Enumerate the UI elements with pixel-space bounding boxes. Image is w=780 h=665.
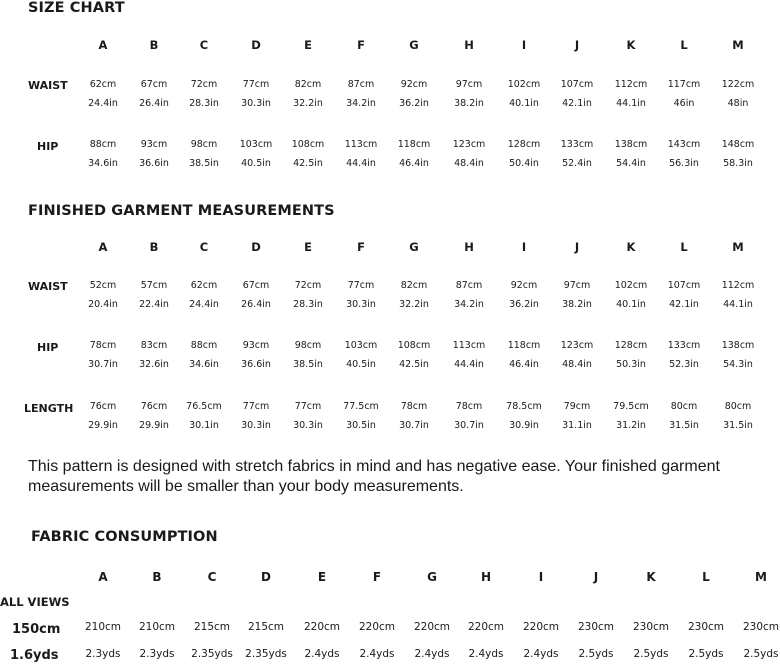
- size-header-cell: A: [98, 240, 108, 254]
- fabric-cell: 220cm: [303, 621, 341, 633]
- measurement-cell: 38.2in: [454, 98, 484, 109]
- measurement-cell: 77cm: [242, 79, 270, 90]
- measurement-cell: 79cm: [563, 401, 591, 412]
- size-header-cell: I: [521, 240, 527, 254]
- measurement-cell: 67cm: [140, 79, 168, 90]
- measurement-cell: 34.6in: [189, 359, 219, 370]
- measurement-cell: 87cm: [347, 79, 375, 90]
- finished-hip-label: HIP: [37, 341, 59, 354]
- fabric-cell: 210cm: [84, 621, 122, 633]
- fabric-cell: 2.4yds: [359, 648, 395, 660]
- measurement-cell: 22.4in: [139, 299, 169, 310]
- measurement-cell: 44.4in: [346, 158, 376, 169]
- size-header-cell: D: [251, 38, 261, 52]
- measurement-cell: 46.4in: [399, 158, 429, 169]
- size-header-cell: D: [261, 570, 271, 584]
- measurement-cell: 107cm: [667, 280, 701, 291]
- size-header-cell: I: [521, 38, 527, 52]
- finished-waist-cm-row: [0, 280, 780, 296]
- measurement-cell: 52.3in: [669, 359, 699, 370]
- size-header-cell: M: [732, 38, 744, 52]
- size-header-cell: K: [646, 570, 656, 584]
- finished-header-row: [0, 240, 780, 256]
- measurement-cell: 97cm: [563, 280, 591, 291]
- fabric-cell: 215cm: [193, 621, 231, 633]
- measurement-cell: 113cm: [344, 139, 378, 150]
- measurement-cell: 57cm: [140, 280, 168, 291]
- size-header-cell: M: [732, 240, 744, 254]
- measurement-cell: 50.4in: [509, 158, 539, 169]
- measurement-cell: 102cm: [614, 280, 648, 291]
- fabric-cell: 210cm: [138, 621, 176, 633]
- size-chart-waist-label: WAIST: [28, 79, 68, 92]
- measurement-cell: 38.2in: [562, 299, 592, 310]
- measurement-cell: 77cm: [294, 401, 322, 412]
- fabric-cell: 2.3yds: [139, 648, 175, 660]
- size-header-cell: J: [574, 240, 580, 254]
- fabric-cell: 220cm: [467, 621, 505, 633]
- measurement-cell: 102cm: [507, 79, 541, 90]
- measurement-cell: 36.2in: [399, 98, 429, 109]
- measurement-cell: 46in: [673, 98, 695, 109]
- measurement-cell: 83cm: [140, 340, 168, 351]
- size-header-cell: L: [680, 38, 688, 52]
- size-chart-waist-cm-row: [0, 79, 780, 95]
- measurement-cell: 31.2in: [616, 420, 646, 431]
- measurement-cell: 62cm: [89, 79, 117, 90]
- fabric-cell: 215cm: [247, 621, 285, 633]
- size-header-cell: H: [464, 240, 474, 254]
- size-header-cell: M: [755, 570, 767, 584]
- measurement-cell: 30.3in: [241, 420, 271, 431]
- measurement-cell: 103cm: [344, 340, 378, 351]
- measurement-cell: 44.1in: [723, 299, 753, 310]
- size-header-cell: G: [409, 240, 419, 254]
- measurement-cell: 93cm: [140, 139, 168, 150]
- size-header-cell: F: [357, 38, 365, 52]
- size-chart-hip-cm-row: [0, 139, 780, 155]
- measurement-cell: 30.5in: [346, 420, 376, 431]
- fabric-cell: 230cm: [577, 621, 615, 633]
- measurement-cell: 118cm: [397, 139, 431, 150]
- measurement-cell: 29.9in: [139, 420, 169, 431]
- fabric-cell: 2.5yds: [743, 648, 779, 660]
- fabric-yard-label: 1.6yds: [10, 648, 59, 663]
- size-header-cell: B: [149, 240, 159, 254]
- measurement-cell: 46.4in: [509, 359, 539, 370]
- measurement-cell: 20.4in: [88, 299, 118, 310]
- measurement-cell: 117cm: [667, 79, 701, 90]
- measurement-cell: 78cm: [400, 401, 428, 412]
- size-chart-header-row: [0, 38, 780, 54]
- measurement-cell: 54.3in: [723, 359, 753, 370]
- measurement-cell: 107cm: [560, 79, 594, 90]
- measurement-cell: 40.5in: [346, 359, 376, 370]
- measurement-cell: 32.2in: [293, 98, 323, 109]
- measurement-cell: 31.1in: [562, 420, 592, 431]
- measurement-cell: 48in: [727, 98, 749, 109]
- measurement-cell: 98cm: [294, 340, 322, 351]
- measurement-cell: 28.3in: [293, 299, 323, 310]
- measurement-cell: 38.5in: [293, 359, 323, 370]
- measurement-cell: 44.4in: [454, 359, 484, 370]
- fabric-cell: 2.4yds: [468, 648, 504, 660]
- size-header-cell: A: [98, 570, 108, 584]
- fabric-cm-row: [0, 621, 780, 637]
- measurement-cell: 123cm: [560, 340, 594, 351]
- size-header-cell: L: [680, 240, 688, 254]
- measurement-cell: 30.7in: [454, 420, 484, 431]
- size-header-cell: J: [574, 38, 580, 52]
- measurement-cell: 44.1in: [616, 98, 646, 109]
- measurement-cell: 112cm: [614, 79, 648, 90]
- finished-hip-cm-row: [0, 340, 780, 356]
- measurement-cell: 29.9in: [88, 420, 118, 431]
- finished-waist-in-row: [0, 299, 780, 315]
- measurement-cell: 32.2in: [399, 299, 429, 310]
- measurement-cell: 26.4in: [241, 299, 271, 310]
- fabric-header-row: [0, 570, 780, 586]
- size-header-cell: C: [199, 38, 209, 52]
- measurement-cell: 31.5in: [723, 420, 753, 431]
- measurement-cell: 30.7in: [88, 359, 118, 370]
- size-header-cell: C: [207, 570, 217, 584]
- size-header-cell: G: [427, 570, 437, 584]
- measurement-cell: 62cm: [190, 280, 218, 291]
- measurement-cell: 26.4in: [139, 98, 169, 109]
- measurement-cell: 128cm: [507, 139, 541, 150]
- measurement-cell: 24.4in: [88, 98, 118, 109]
- size-chart-hip-in-row: [0, 158, 780, 174]
- measurement-cell: 113cm: [452, 340, 486, 351]
- measurement-cell: 97cm: [455, 79, 483, 90]
- size-header-cell: H: [480, 570, 492, 584]
- size-chart-title: SIZE CHART: [28, 0, 125, 16]
- measurement-cell: 133cm: [560, 139, 594, 150]
- fabric-cell: 2.4yds: [414, 648, 450, 660]
- measurement-cell: 133cm: [667, 340, 701, 351]
- measurement-cell: 77cm: [347, 280, 375, 291]
- measurement-cell: 50.3in: [616, 359, 646, 370]
- measurement-cell: 93cm: [242, 340, 270, 351]
- measurement-cell: 77.5cm: [343, 401, 379, 412]
- measurement-cell: 108cm: [397, 340, 431, 351]
- measurement-cell: 103cm: [239, 139, 273, 150]
- size-header-cell: B: [149, 38, 159, 52]
- fabric-cell: 2.3yds: [85, 648, 121, 660]
- measurement-cell: 30.3in: [346, 299, 376, 310]
- measurement-cell: 30.1in: [189, 420, 219, 431]
- measurement-cell: 148cm: [721, 139, 755, 150]
- measurement-cell: 32.6in: [139, 359, 169, 370]
- measurement-cell: 30.3in: [241, 98, 271, 109]
- measurement-cell: 36.6in: [139, 158, 169, 169]
- size-header-cell: L: [702, 570, 710, 584]
- fabric-cell: 220cm: [358, 621, 396, 633]
- finished-hip-in-row: [0, 359, 780, 375]
- measurement-cell: 42.1in: [562, 98, 592, 109]
- size-header-cell: K: [626, 240, 636, 254]
- fabric-cell: 2.35yds: [245, 648, 287, 660]
- size-header-cell: F: [372, 570, 382, 584]
- measurement-cell: 34.6in: [88, 158, 118, 169]
- size-header-cell: B: [152, 570, 162, 584]
- measurement-cell: 54.4in: [616, 158, 646, 169]
- size-header-cell: E: [304, 38, 312, 52]
- measurement-cell: 76cm: [89, 401, 117, 412]
- measurement-cell: 72cm: [294, 280, 322, 291]
- measurement-cell: 58.3in: [723, 158, 753, 169]
- size-header-cell: K: [626, 38, 636, 52]
- measurement-cell: 48.4in: [562, 359, 592, 370]
- measurement-cell: 82cm: [294, 79, 322, 90]
- measurement-cell: 82cm: [400, 280, 428, 291]
- measurement-cell: 78cm: [89, 340, 117, 351]
- measurement-cell: 78cm: [455, 401, 483, 412]
- size-header-cell: A: [98, 38, 108, 52]
- measurement-cell: 52cm: [89, 280, 117, 291]
- measurement-cell: 38.5in: [189, 158, 219, 169]
- size-header-cell: F: [357, 240, 365, 254]
- measurement-cell: 143cm: [667, 139, 701, 150]
- fabric-cell: 2.4yds: [304, 648, 340, 660]
- size-header-cell: I: [538, 570, 544, 584]
- measurement-cell: 88cm: [190, 340, 218, 351]
- measurement-cell: 92cm: [510, 280, 538, 291]
- fabric-cell: 2.5yds: [578, 648, 614, 660]
- size-chart-waist-in-row: [0, 98, 780, 114]
- size-header-cell: E: [317, 570, 327, 584]
- measurement-cell: 128cm: [614, 340, 648, 351]
- measurement-cell: 48.4in: [454, 158, 484, 169]
- measurement-cell: 42.5in: [293, 158, 323, 169]
- finished-title: FINISHED GARMENT MEASUREMENTS: [28, 203, 335, 219]
- measurement-cell: 30.7in: [399, 420, 429, 431]
- fabric-title: FABRIC CONSUMPTION: [31, 529, 218, 545]
- measurement-cell: 108cm: [291, 139, 325, 150]
- measurement-cell: 36.6in: [241, 359, 271, 370]
- size-header-cell: C: [199, 240, 209, 254]
- fabric-cell: 230cm: [742, 621, 780, 633]
- measurement-cell: 112cm: [721, 280, 755, 291]
- measurement-cell: 118cm: [507, 340, 541, 351]
- measurement-cell: 87cm: [455, 280, 483, 291]
- size-header-cell: H: [464, 38, 474, 52]
- measurement-cell: 31.5in: [669, 420, 699, 431]
- measurement-cell: 88cm: [89, 139, 117, 150]
- measurement-cell: 30.9in: [509, 420, 539, 431]
- measurement-cell: 52.4in: [562, 158, 592, 169]
- fabric-width-label: 150cm: [12, 622, 61, 637]
- measurement-cell: 122cm: [721, 79, 755, 90]
- finished-length-cm-row: [0, 401, 780, 417]
- fabric-yds-row: [0, 648, 780, 664]
- size-header-cell: J: [593, 570, 599, 584]
- measurement-cell: 77cm: [242, 401, 270, 412]
- negative-ease-note: This pattern is designed with stretch fabrics in mind and has negative ease. Your finished garment measurements will be smaller than your body measurements.: [28, 458, 720, 495]
- measurement-cell: 30.3in: [293, 420, 323, 431]
- measurement-cell: 79.5cm: [613, 401, 649, 412]
- fabric-cell: 2.5yds: [688, 648, 724, 660]
- measurement-cell: 98cm: [190, 139, 218, 150]
- fabric-cell: 220cm: [522, 621, 560, 633]
- measurement-cell: 72cm: [190, 79, 218, 90]
- measurement-cell: 36.2in: [509, 299, 539, 310]
- measurement-cell: 42.1in: [669, 299, 699, 310]
- measurement-cell: 28.3in: [189, 98, 219, 109]
- measurement-cell: 24.4in: [189, 299, 219, 310]
- measurement-cell: 40.5in: [241, 158, 271, 169]
- size-chart-hip-label: HIP: [37, 140, 59, 153]
- finished-length-in-row: [0, 420, 780, 436]
- measurement-cell: 80cm: [724, 401, 752, 412]
- measurement-cell: 80cm: [670, 401, 698, 412]
- measurement-cell: 56.3in: [669, 158, 699, 169]
- fabric-cell: 2.5yds: [633, 648, 669, 660]
- fabric-cell: 220cm: [413, 621, 451, 633]
- size-header-cell: D: [251, 240, 261, 254]
- measurement-cell: 42.5in: [399, 359, 429, 370]
- measurement-cell: 76cm: [140, 401, 168, 412]
- measurement-cell: 67cm: [242, 280, 270, 291]
- measurement-cell: 34.2in: [346, 98, 376, 109]
- finished-waist-label: WAIST: [28, 280, 68, 293]
- size-header-cell: E: [304, 240, 312, 254]
- measurement-cell: 138cm: [721, 340, 755, 351]
- measurement-cell: 78.5cm: [506, 401, 542, 412]
- measurement-cell: 138cm: [614, 139, 648, 150]
- measurement-cell: 40.1in: [616, 299, 646, 310]
- fabric-cell: 2.4yds: [523, 648, 559, 660]
- measurement-cell: 92cm: [400, 79, 428, 90]
- measurement-cell: 34.2in: [454, 299, 484, 310]
- measurement-cell: 123cm: [452, 139, 486, 150]
- fabric-cell: 230cm: [687, 621, 725, 633]
- fabric-cell: 2.35yds: [191, 648, 233, 660]
- size-header-cell: G: [409, 38, 419, 52]
- all-views-label: ALL VIEWS: [0, 595, 70, 609]
- measurement-cell: 40.1in: [509, 98, 539, 109]
- finished-length-label: LENGTH: [24, 402, 74, 415]
- measurement-cell: 76.5cm: [186, 401, 222, 412]
- fabric-cell: 230cm: [632, 621, 670, 633]
